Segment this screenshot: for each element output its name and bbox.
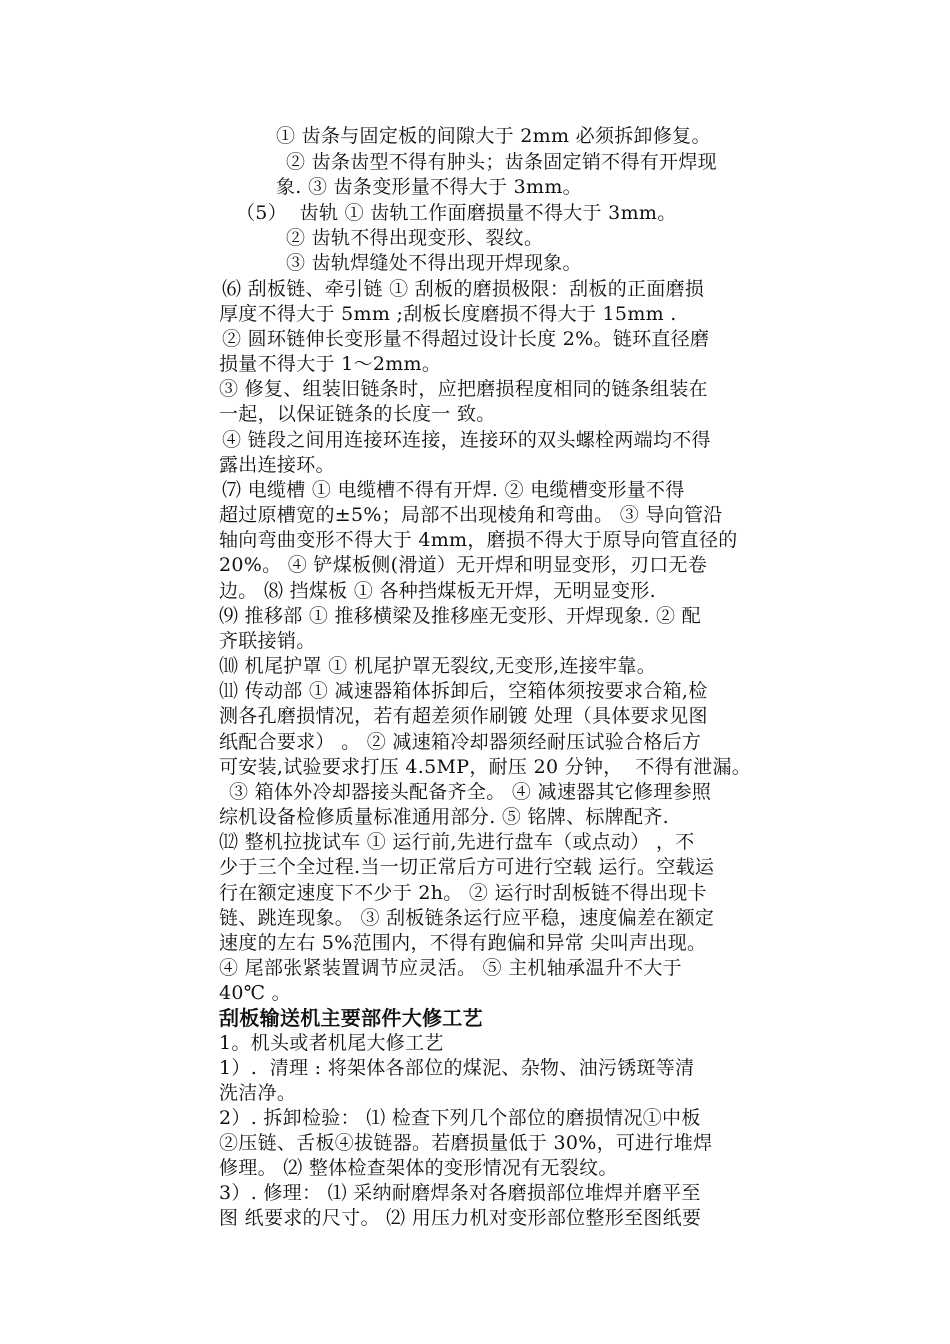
text-line: ② 齿轨不得出现变形、裂纹。 xyxy=(286,227,544,249)
text-line: ② 齿条齿型不得有肿头；齿条固定销不得有开焊现 xyxy=(286,151,717,173)
text-line: （5） 齿轨 ① 齿轨工作面磨损量不得大于 3mm。 xyxy=(236,202,677,224)
text-line: 齐联接销。 xyxy=(219,630,316,652)
text-line: 损量不得大于 1～2mm。 xyxy=(219,353,442,375)
text-line: 1）. 清理 : 将架体各部位的煤泥、杂物、油污锈斑等清 xyxy=(219,1057,695,1079)
text-line: 测各孔磨损情况，若有超差须作刷镀 处理（具体要求见图 xyxy=(219,705,708,727)
text-line: 2）. 拆卸检验： ⑴ 检查下列几个部位的磨损情况①中板 xyxy=(219,1107,701,1129)
text-line: 40℃ 。 xyxy=(219,982,291,1004)
text-line: 1。机头或者机尾大修工艺 xyxy=(219,1032,444,1054)
text-line: 露出连接环。 xyxy=(219,454,335,476)
text-line: 洗洁净。 xyxy=(219,1082,297,1104)
text-line: ⑼ 推移部 ① 推移横梁及推移座无变形、开焊现象. ② 配 xyxy=(219,605,701,627)
text-line: 综机设备检修质量标准通用部分. ⑤ 铭牌、标牌配齐. xyxy=(219,806,669,828)
text-line: 边。 ⑻ 挡煤板 ① 各种挡煤板无开焊，无明显变形. xyxy=(219,580,656,602)
section-heading: 刮板输送机主要部件大修工艺 xyxy=(219,1006,483,1030)
text-line: 20%。 ④ 铲煤板侧(滑道）无开焊和明显变形，刃口无卷 xyxy=(219,554,708,576)
text-line: ① 齿条与固定板的间隙大于 2mm 必须拆卸修复。 xyxy=(276,125,711,147)
text-line: 链、跳连现象。 ③ 刮板链条运行应平稳，速度偏差在额定 xyxy=(219,907,715,929)
text-line: ⑽ 机尾护罩 ① 机尾护罩无裂纹,无变形,连接牢靠。 xyxy=(219,655,656,677)
text-line: ⑺ 电缆槽 ① 电缆槽不得有开焊. ② 电缆槽变形量不得 xyxy=(222,479,685,501)
text-line: ③ 齿轨焊缝处不得出现开焊现象。 xyxy=(286,252,582,274)
text-line: ④ 尾部张紧装置调节应灵活。 ⑤ 主机轴承温升不大于 xyxy=(219,957,682,979)
text-line: ②压链、舌板④拔链器。若磨损量低于 30%，可进行堆焊 xyxy=(219,1132,713,1154)
text-line: ③ 修复、组装旧链条时，应把磨损程度相同的链条组装在 xyxy=(219,378,708,400)
text-line: 纸配合要求） 。 ② 减速箱冷却器须经耐压试验合格后方 xyxy=(219,731,702,753)
text-line: 3）. 修理： ⑴ 采纳耐磨焊条对各磨损部位堆焊并磨平至 xyxy=(219,1182,701,1204)
text-line: ③ 箱体外冷却器接头配备齐全。 ④ 减速器其它修理参照 xyxy=(229,781,712,803)
text-line: 行在额定速度下不少于 2h。 ② 运行时刮板链不得出现卡 xyxy=(219,882,707,904)
text-line: 少于三个全过程.当一切正常后方可进行空载 运行。空载运 xyxy=(219,856,715,878)
text-line: 一起，以保证链条的长度一 致。 xyxy=(219,403,496,425)
text-line: 可安装,试验要求打压 4.5MP，耐压 20 分钟， 不得有泄漏。 xyxy=(219,756,752,778)
text-line: ⑹ 刮板链、牵引链 ① 刮板的磨损极限：刮板的正面磨损 xyxy=(222,278,705,300)
text-line: 轴向弯曲变形不得大于 4mm，磨损不得大于原导向管直径的 xyxy=(219,529,738,551)
text-line: 象. ③ 齿条变形量不得大于 3mm。 xyxy=(276,176,582,198)
text-line: ② 圆环链伸长变形量不得超过设计长度 2%。链环直径磨 xyxy=(222,328,710,350)
text-line: 厚度不得大于 5mm ;刮板长度磨损不得大于 15mm . xyxy=(219,303,677,325)
text-line: ⑾ 传动部 ① 减速器箱体拆卸后，空箱体须按要求合箱,检 xyxy=(219,680,708,702)
text-line: 修理。 ⑵ 整体检查架体的变形情况有无裂纹。 xyxy=(219,1157,618,1179)
text-line: ④ 链段之间用连接环连接，连接环的双头螺栓两端均不得 xyxy=(222,429,711,451)
text-line: 超过原槽宽的±5%；局部不出现棱角和弯曲。 ③ 导向管沿 xyxy=(219,504,723,526)
text-line: 速度的左右 5%范围内，不得有跑偏和异常 尖叫声出现。 xyxy=(219,932,707,954)
text-line: ⑿ 整机拉拢试车 ① 运行前,先进行盘车（或点动） ，不 xyxy=(219,831,695,853)
text-line: 图 纸要求的尺寸。 ⑵ 用压力机对变形部位整形至图纸要 xyxy=(219,1207,702,1229)
